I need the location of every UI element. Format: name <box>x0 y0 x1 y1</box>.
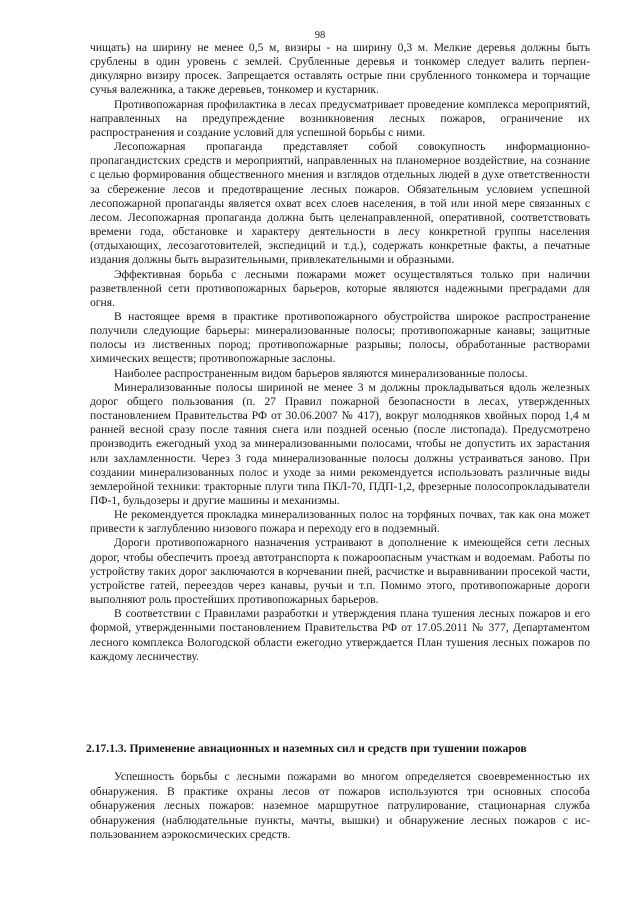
paragraph-mineralized-strips-rules: Минерализованные полосы шириной не менее 3 м должны прокладываться вдоль железных дорог общего пользования (п. 27 Правил пожарной безопасности в лесах, утвержденных постановлением Правительства РФ от 30.06.2007 № 417), вокруг молодняков хвойных пород 1,4 м ранней весной сразу после таяния снега или поздней осенью (после листопада). Предусмотрено производить ежегодный уход за минерализованными полосами, чтобы не допустить их зарастания или захламленности. Через 3 года минерализованные полосы должны устраиваться заново. При создании минерализованных полос и уходе за ними рекомендуется использовать различные виды землеройной техники: тракторные плуги типа ПКЛ-70, ПДП-1,2, фрезерные полосопрокладыватели ПФ-1, бульдозеры и другие машины и механизмы. <box>90 380 590 507</box>
paragraph-fire-roads: Дороги противопожарного назначения устраивают в дополнение к имеющейся сети лесных дорог, чтобы обеспечить проезд автотранспорта к пожароопасным участкам и водоемам. Работы по устройству таких дорог заключаются в корчевании пней, расчистке и выравнивании просекой части, устройстве гатей, переездов через канавы, ручьи и т.п. Помимо этого, противопожарные дороги выполняют роль простейших противопожарных барьеров. <box>90 536 590 607</box>
paragraph-peat-soils: Не рекомендуется прокладка минерализованных полос на торфяных почвах, так как она может привести к заглублению низового пожара и переходу его в подземный. <box>90 508 590 536</box>
paragraph-fire-plan: В соответствии с Правилами разработки и утверждения плана тушения лесных пожаров и его формой, утвержденными постановлением Правительства РФ от 17.05.2011 № 377, Департаментом лесного комплекса Вологодской области ежегодно утверждается План тушения лесных пожаров по каждому лесничеству. <box>90 607 590 663</box>
section-heading: 2.17.1.3. Применение авиационных и наземных сил и средств при тушении пожаров <box>86 742 527 755</box>
paragraph-barrier-types: В настоящее время в практике противопожарного обустройства широкое распространение получили следующие барьеры: минерализованные полосы; противопожарные канавы; защитные полосы из лиственных пород; противопожарные разрывы; полосы, обработанные растворами химических веществ; противопожарные заслоны. <box>90 309 590 366</box>
body-text <box>90 41 590 664</box>
paragraph-fire-propaganda: Лесопожарная пропаганда представляет собой совокупность информационно-пропагандистских средств и мероприятий, направленных на планомерное воздействие, на сознание с целью формирования общественного мнения и взглядов отдельных людей в духе ответственности за сбережение лесов и предотвращение лесных пожаров. Обязательным условием успешной лесопожарной пропаганды является охват всех слоев населения, в той или иной мере связанных с лесом. Лесопожарная пропаганда должна быть целенаправленной, оперативной, соответствовать времени года, обстановке и характеру деятельности в лесу конкретной группы населения (отдыхающих, лесозаготовителей, экспедиций и т.д.), содержать конкретные факты, а печатные издания должны быть выразительными, привлекательными и образными. <box>90 140 590 267</box>
paragraph-continuation: чищать) на ширину не менее 0,5 м, визиры - на ширину 0,3 м. Мелкие деревья должны быть срублены в один уровень с землей. Срубленные деревья и тонкомер следует валить перпендикулярно визиру просек. Запрещается оставлять острые пни срубленного тонкомера и торчащие сучья валежника, а также деревьев, тонкомер и кустарник. <box>90 41 590 97</box>
paragraph-mineralized-strips-common: Наиболее распространенным видом барьеров являются минерализованные полосы. <box>114 366 528 380</box>
page-number: 98 <box>314 30 326 41</box>
paragraph-fire-detection: Успешность борьбы с лесными пожарами во многом определяется своевременностью их обнаружения. В практике охраны лесов от пожаров используются три основных способа обнаружения лесных пожаров: наземное маршрутное патрулирование, стационарная служба обнаружения (наблюдательные пункты, мачты, вышки) и обнаружение лесных пожаров с использованием аэрокосмических средств. <box>90 770 590 842</box>
paragraph-fire-prevention: Противопожарная профилактика в лесах предусматривает проведение комплекса мероприятий, направленных на предупреждение возникновения лесных пожаров, ограничение их распространения и создание условий для успешной борьбы с ними. <box>90 97 590 139</box>
section-body <box>90 770 590 843</box>
paragraph-fire-barriers-network: Эффективная борьба с лесными пожарами может осуществляться только при наличии разветвленной сети противопожарных барьеров, которые являются надежными преградами для огня. <box>90 267 590 309</box>
